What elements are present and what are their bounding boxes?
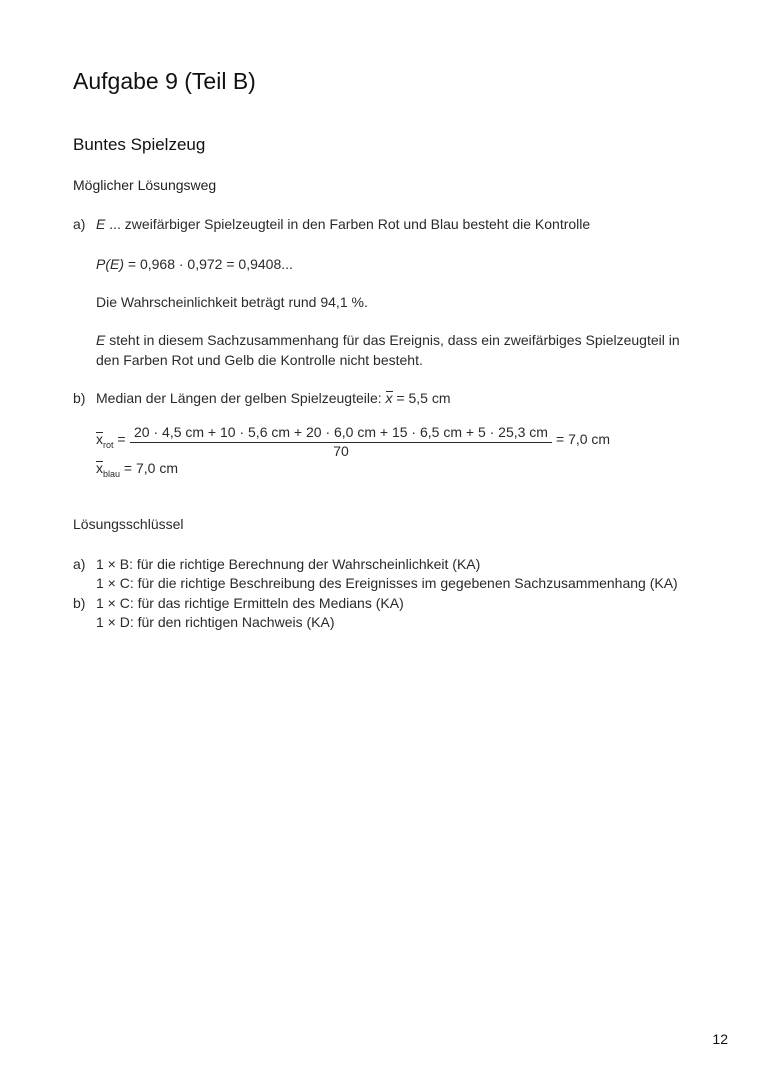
page-title: Aufgabe 9 (Teil B) [73, 68, 256, 94]
key-heading: Lösungsschlüssel [73, 516, 184, 532]
mean-rot-variable: x [96, 431, 103, 447]
part-a-event-definition [96, 216, 590, 232]
mean-rot-denominator: 70 [333, 443, 349, 459]
key-b-item-1: 1 × C: für das richtige Ermitteln des Medians (KA) [96, 595, 404, 611]
median-variable: x [385, 390, 393, 406]
key-a-item-2: 1 × C: für die richtige Beschreibung des Ereignisses im gegebenen Sachzusammenhang (KA) [96, 575, 678, 591]
mean-rot-result: = 7,0 cm [556, 431, 611, 447]
event-variable: E [96, 216, 106, 232]
solution-heading: Möglicher Lösungsweg [73, 177, 217, 193]
key-a-item-1: 1 × B: für die richtige Berechnung der Wahrscheinlichkeit (KA) [96, 556, 481, 572]
interpretation-text-1: steht in diesem Sachzusammenhang für das Ereignis, dass ein zweifärbiges Spielzeugteil in [105, 332, 680, 348]
part-a-label: a) [73, 216, 86, 232]
mean-rot-fraction [130, 424, 552, 459]
mean-rot-lhs: $x_{rot}$ = [96, 431, 126, 450]
part-b-label: b) [73, 390, 86, 406]
median-text: Median der Längen der gelben Spielzeugteile: [96, 390, 386, 406]
median-value: = 5,5 cm [392, 390, 451, 406]
interpretation-variable: E [96, 332, 106, 348]
task-subtitle: Buntes Spielzeug [73, 135, 206, 154]
median-line [96, 390, 451, 406]
probability-equation [96, 256, 293, 272]
key-b-item-2: 1 × D: für den richtigen Nachweis (KA) [96, 614, 335, 630]
probability-rhs: = 0,968 · 0,972 = 0,9408... [124, 256, 293, 272]
probability-result: Die Wahrscheinlichkeit beträgt rund 94,1 %. [96, 294, 368, 310]
probability-lhs: P(E) [96, 256, 124, 272]
mean-blau-line [96, 460, 178, 479]
key-b-label: b) [73, 595, 86, 611]
event-text: ... zweifärbiger Spielzeugteil in den Farben Rot und Blau besteht die Kontrolle [105, 216, 591, 232]
interpretation-line-1 [96, 332, 680, 348]
mean-blau-value: = 7,0 cm [120, 460, 178, 476]
mean-blau-subscript: blau [103, 469, 121, 479]
page-number: 12 [712, 1031, 728, 1047]
interpretation-line-2: den Farben Rot und Gelb die Kontrolle nicht besteht. [96, 352, 423, 368]
mean-rot-subscript: rot [103, 440, 114, 450]
mean-blau-variable: x [96, 460, 103, 476]
mean-rot-numerator: 20 · 4,5 cm + 10 · 5,6 cm + 20 · 6,0 cm + 15 · 6,5 cm + 5 · 25,3 cm [134, 424, 548, 440]
key-a-label: a) [73, 556, 86, 572]
